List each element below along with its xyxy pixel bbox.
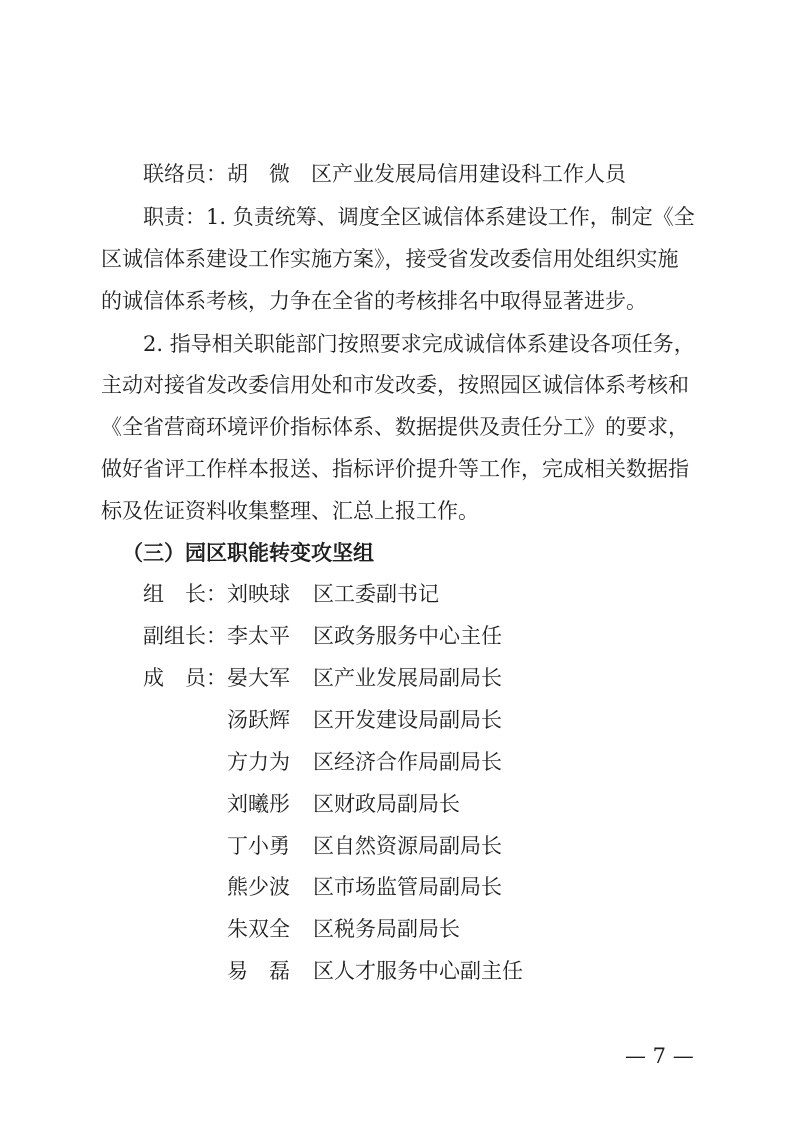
- paragraph-line: 《全省营商环境评价指标体系、数据提供及责任分工》的要求，: [101, 415, 689, 439]
- member-title: 区财政局副局长: [313, 792, 460, 816]
- paragraph-line: 标及佐证资料收集整理、汇总上报工作。: [101, 499, 479, 523]
- paragraph-line: 区诚信体系建设工作实施方案》，接受省发改委信用处组织实施: [101, 247, 679, 271]
- member-name: 熊少波: [227, 875, 290, 899]
- member-title: 区经济合作局副局长: [313, 750, 502, 774]
- member-name: 汤跃辉: [227, 708, 290, 732]
- member-title: 区开发建设局副局长: [313, 708, 502, 732]
- member-title: 区政务服务中心主任: [313, 624, 502, 648]
- contact-line: 联络员：胡 微 区产业发展局信用建设科工作人员: [143, 162, 626, 186]
- page-number: — 7 —: [625, 1044, 694, 1068]
- paragraph-line: 的诚信体系考核，力争在全省的考核排名中取得显著进步。: [101, 289, 647, 313]
- member-name: 刘曦彤: [227, 792, 290, 816]
- paragraph-line: 2. 指导相关职能部门按照要求完成诚信体系建设各项任务，: [143, 332, 695, 356]
- member-title: 区产业发展局副局长: [313, 666, 502, 690]
- member-name: 朱双全: [227, 917, 290, 941]
- member-title: 区市场监管局副局长: [313, 875, 502, 899]
- role-label: 组 长：: [143, 582, 227, 606]
- role-label: 副组长：: [143, 624, 227, 648]
- member-name: 李太平: [227, 624, 290, 648]
- paragraph-line: 做好省评工作样本报送、指标评价提升等工作，完成相关数据指: [101, 457, 689, 481]
- paragraph-line: 职责：1. 负责统筹、调度全区诚信体系建设工作，制定《全: [143, 205, 695, 229]
- member-title: 区工委副书记: [313, 582, 439, 606]
- member-title: 区人才服务中心副主任: [313, 959, 523, 983]
- member-name: 方力为: [227, 750, 290, 774]
- role-label: 成 员：: [143, 666, 227, 690]
- member-name: 晏大军: [227, 666, 290, 690]
- section-title: （三）园区职能转变攻坚组: [122, 540, 374, 565]
- member-title: 区税务局副局长: [313, 917, 460, 941]
- member-name: 易 磊: [227, 959, 290, 983]
- paragraph-line: 主动对接省发改委信用处和市发改委，按照园区诚信体系考核和: [101, 373, 689, 397]
- member-name: 丁小勇: [227, 834, 290, 858]
- member-name: 刘映球: [227, 582, 290, 606]
- member-title: 区自然资源局副局长: [313, 834, 502, 858]
